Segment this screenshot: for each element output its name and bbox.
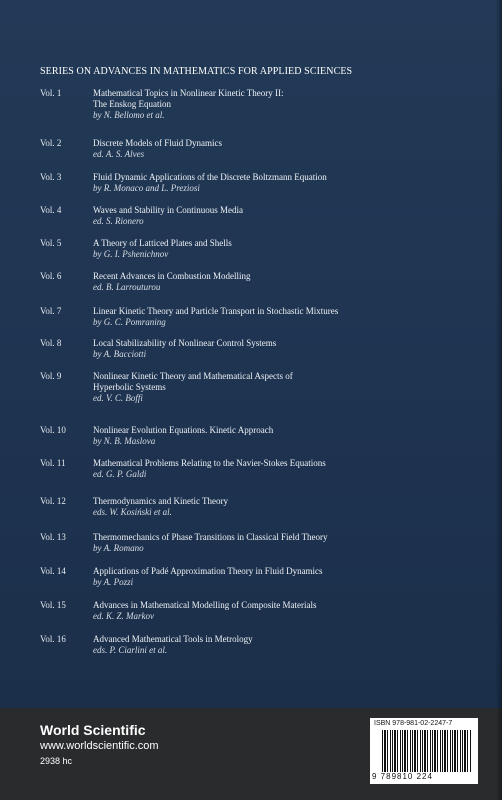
volume-number: Vol. 12 <box>40 496 66 506</box>
volume-author: ed. V. C. Boffi <box>93 393 143 403</box>
volume-number: Vol. 4 <box>40 205 62 215</box>
volume-title-line: Discrete Models of Fluid Dynamics <box>93 138 222 148</box>
volume-author: eds. P. Ciarlini et al. <box>93 645 168 655</box>
volume-details <box>93 566 478 588</box>
volume-number: Vol. 8 <box>40 338 62 348</box>
volume-title-line: Fluid Dynamic Applications of the Discrete Boltzmann Equation <box>93 172 327 182</box>
series-title: SERIES ON ADVANCES IN MATHEMATICS FOR APPLIED SCIENCES <box>40 66 353 77</box>
volume-author: ed. K. Z. Markov <box>93 611 154 621</box>
volume-title-line: The Enskog Equation <box>93 99 171 109</box>
volume-number: Vol. 10 <box>40 425 66 435</box>
volume-details <box>93 306 478 328</box>
volume-author: by A. Pozzi <box>93 577 134 587</box>
volume-title-line: Advances in Mathematical Modelling of Composite Materials <box>93 600 317 610</box>
barcode <box>370 718 478 784</box>
product-code: 2938 hc <box>40 756 73 766</box>
volume-title-line: Linear Kinetic Theory and Particle Transport in Stochastic Mixtures <box>93 306 339 316</box>
volume-author: by A. Bacciotti <box>93 349 147 359</box>
volume-details <box>93 138 478 160</box>
volume-details <box>93 532 478 554</box>
volume-details <box>93 600 478 622</box>
volume-details <box>93 458 478 480</box>
volume-title-line: Thermomechanics of Phase Transitions in Classical Field Theory <box>93 532 328 542</box>
volume-number: Vol. 9 <box>40 371 62 381</box>
volume-title-line: Nonlinear Kinetic Theory and Mathematical Aspects of <box>93 371 293 381</box>
volume-details <box>93 238 478 260</box>
volume-title-line: Waves and Stability in Continuous Media <box>93 205 244 215</box>
volume-number: Vol. 15 <box>40 600 66 610</box>
barcode-bars <box>382 730 472 772</box>
volume-author: ed. A. S. Alves <box>93 149 145 159</box>
volume-number: Vol. 1 <box>40 88 62 98</box>
volume-details <box>93 172 478 194</box>
spine-shadow <box>496 0 502 800</box>
volume-details <box>93 371 478 404</box>
volume-author: by G. C. Pomraning <box>93 317 166 327</box>
barcode-number: 9 789810 224 <box>372 772 433 781</box>
publisher-name: World Scientific <box>40 722 146 738</box>
volume-number: Vol. 5 <box>40 238 62 248</box>
volume-title-line: Recent Advances in Combustion Modelling <box>93 271 251 281</box>
volume-details <box>93 634 478 656</box>
isbn-label: ISBN 978-981-02-2247-7 <box>374 720 453 727</box>
publisher-website: www.worldscientific.com <box>40 740 159 752</box>
volume-details <box>93 496 478 518</box>
volume-author: ed. G. P. Galdi <box>93 469 147 479</box>
volume-title-line: Advanced Mathematical Tools in Metrology <box>93 634 253 644</box>
volume-author: ed. B. Larrouturou <box>93 282 161 292</box>
volume-number: Vol. 11 <box>40 458 66 468</box>
volume-details <box>93 271 478 293</box>
volume-author: ed. S. Rionero <box>93 216 144 226</box>
volume-number: Vol. 7 <box>40 306 62 316</box>
volume-author: eds. W. Kosiński et al. <box>93 507 172 517</box>
volume-number: Vol. 2 <box>40 138 62 148</box>
volume-author: by N. B. Maslova <box>93 436 156 446</box>
volume-number: Vol. 13 <box>40 532 66 542</box>
volume-author: by A. Romano <box>93 543 144 553</box>
volume-number: Vol. 3 <box>40 172 62 182</box>
volume-title-line: Local Stabilizability of Nonlinear Control Systems <box>93 338 277 348</box>
volume-number: Vol. 14 <box>40 566 66 576</box>
volume-number: Vol. 6 <box>40 271 62 281</box>
volume-title-line: Nonlinear Evolution Equations. Kinetic Approach <box>93 425 274 435</box>
volume-title-line: A Theory of Latticed Plates and Shells <box>93 238 232 248</box>
volume-details <box>93 205 478 227</box>
volume-details <box>93 425 478 447</box>
volume-title-line: Mathematical Topics in Nonlinear Kinetic Theory II: <box>93 88 284 98</box>
volume-title-line: Thermodynamics and Kinetic Theory <box>93 496 229 506</box>
volume-title-line: Hyperbolic Systems <box>93 382 166 392</box>
volume-author: by N. Bellomo et al. <box>93 110 165 120</box>
volume-details <box>93 88 478 121</box>
volume-author: by G. I. Pshenichnov <box>93 249 169 259</box>
volume-title-line: Applications of Padé Approximation Theory in Fluid Dynamics <box>93 566 323 576</box>
volume-author: by R. Monaco and L. Preziosi <box>93 183 200 193</box>
volume-details <box>93 338 478 360</box>
volume-title-line: Mathematical Problems Relating to the Navier-Stokes Equations <box>93 458 326 468</box>
volume-number: Vol. 16 <box>40 634 66 644</box>
